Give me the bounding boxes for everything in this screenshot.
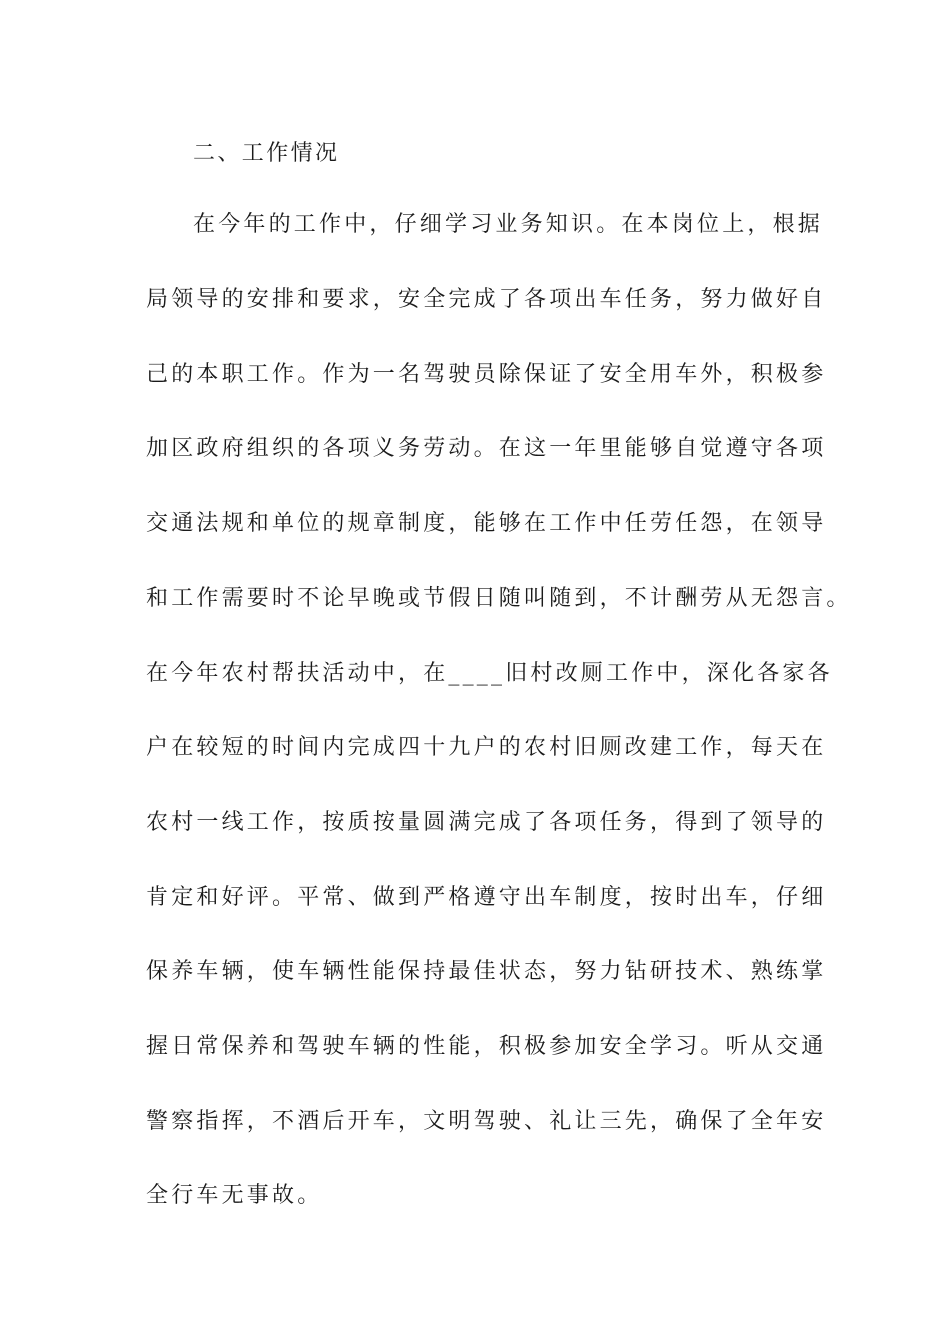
- paragraph-line: 肯定和好评。平常、做到严格遵守出车制度，按时出车，仔细: [146, 885, 827, 910]
- paragraph-line: 全行车无事故。: [146, 1183, 323, 1208]
- section-heading: 二、工作情况: [193, 141, 340, 166]
- paragraph-line: 保养车辆，使车辆性能保持最佳状态，努力钻研技术、熟练掌: [146, 959, 827, 984]
- paragraph-line: 在今年农村帮扶活动中，在____旧村改厕工作中，深化各家各: [146, 661, 833, 686]
- paragraph-line: 己的本职工作。作为一名驾驶员除保证了安全用车外，积极参: [146, 362, 827, 387]
- paragraph-line: 加区政府组织的各项义务劳动。在这一年里能够自觉遵守各项: [146, 436, 827, 461]
- paragraph-line: 握日常保养和驾驶车辆的性能，积极参加安全学习。听从交通: [146, 1034, 827, 1059]
- paragraph-line: 和工作需要时不论早晚或节假日随叫随到，不计酬劳从无怨言。: [146, 586, 852, 611]
- paragraph-line: 警察指挥，不酒后开车，文明驾驶、礼让三先，确保了全年安: [146, 1109, 827, 1134]
- paragraph-line: 局领导的安排和要求，安全完成了各项出车任务，努力做好自: [146, 287, 827, 312]
- paragraph-line: 在今年的工作中，仔细学习业务知识。在本岗位上，根据: [193, 212, 824, 237]
- paragraph-line: 农村一线工作，按质按量圆满完成了各项任务，得到了领导的: [146, 810, 827, 835]
- paragraph-line: 交通法规和单位的规章制度，能够在工作中任劳任怨，在领导: [146, 511, 827, 536]
- paragraph-line: 户在较短的时间内完成四十九户的农村旧厕改建工作，每天在: [146, 735, 827, 760]
